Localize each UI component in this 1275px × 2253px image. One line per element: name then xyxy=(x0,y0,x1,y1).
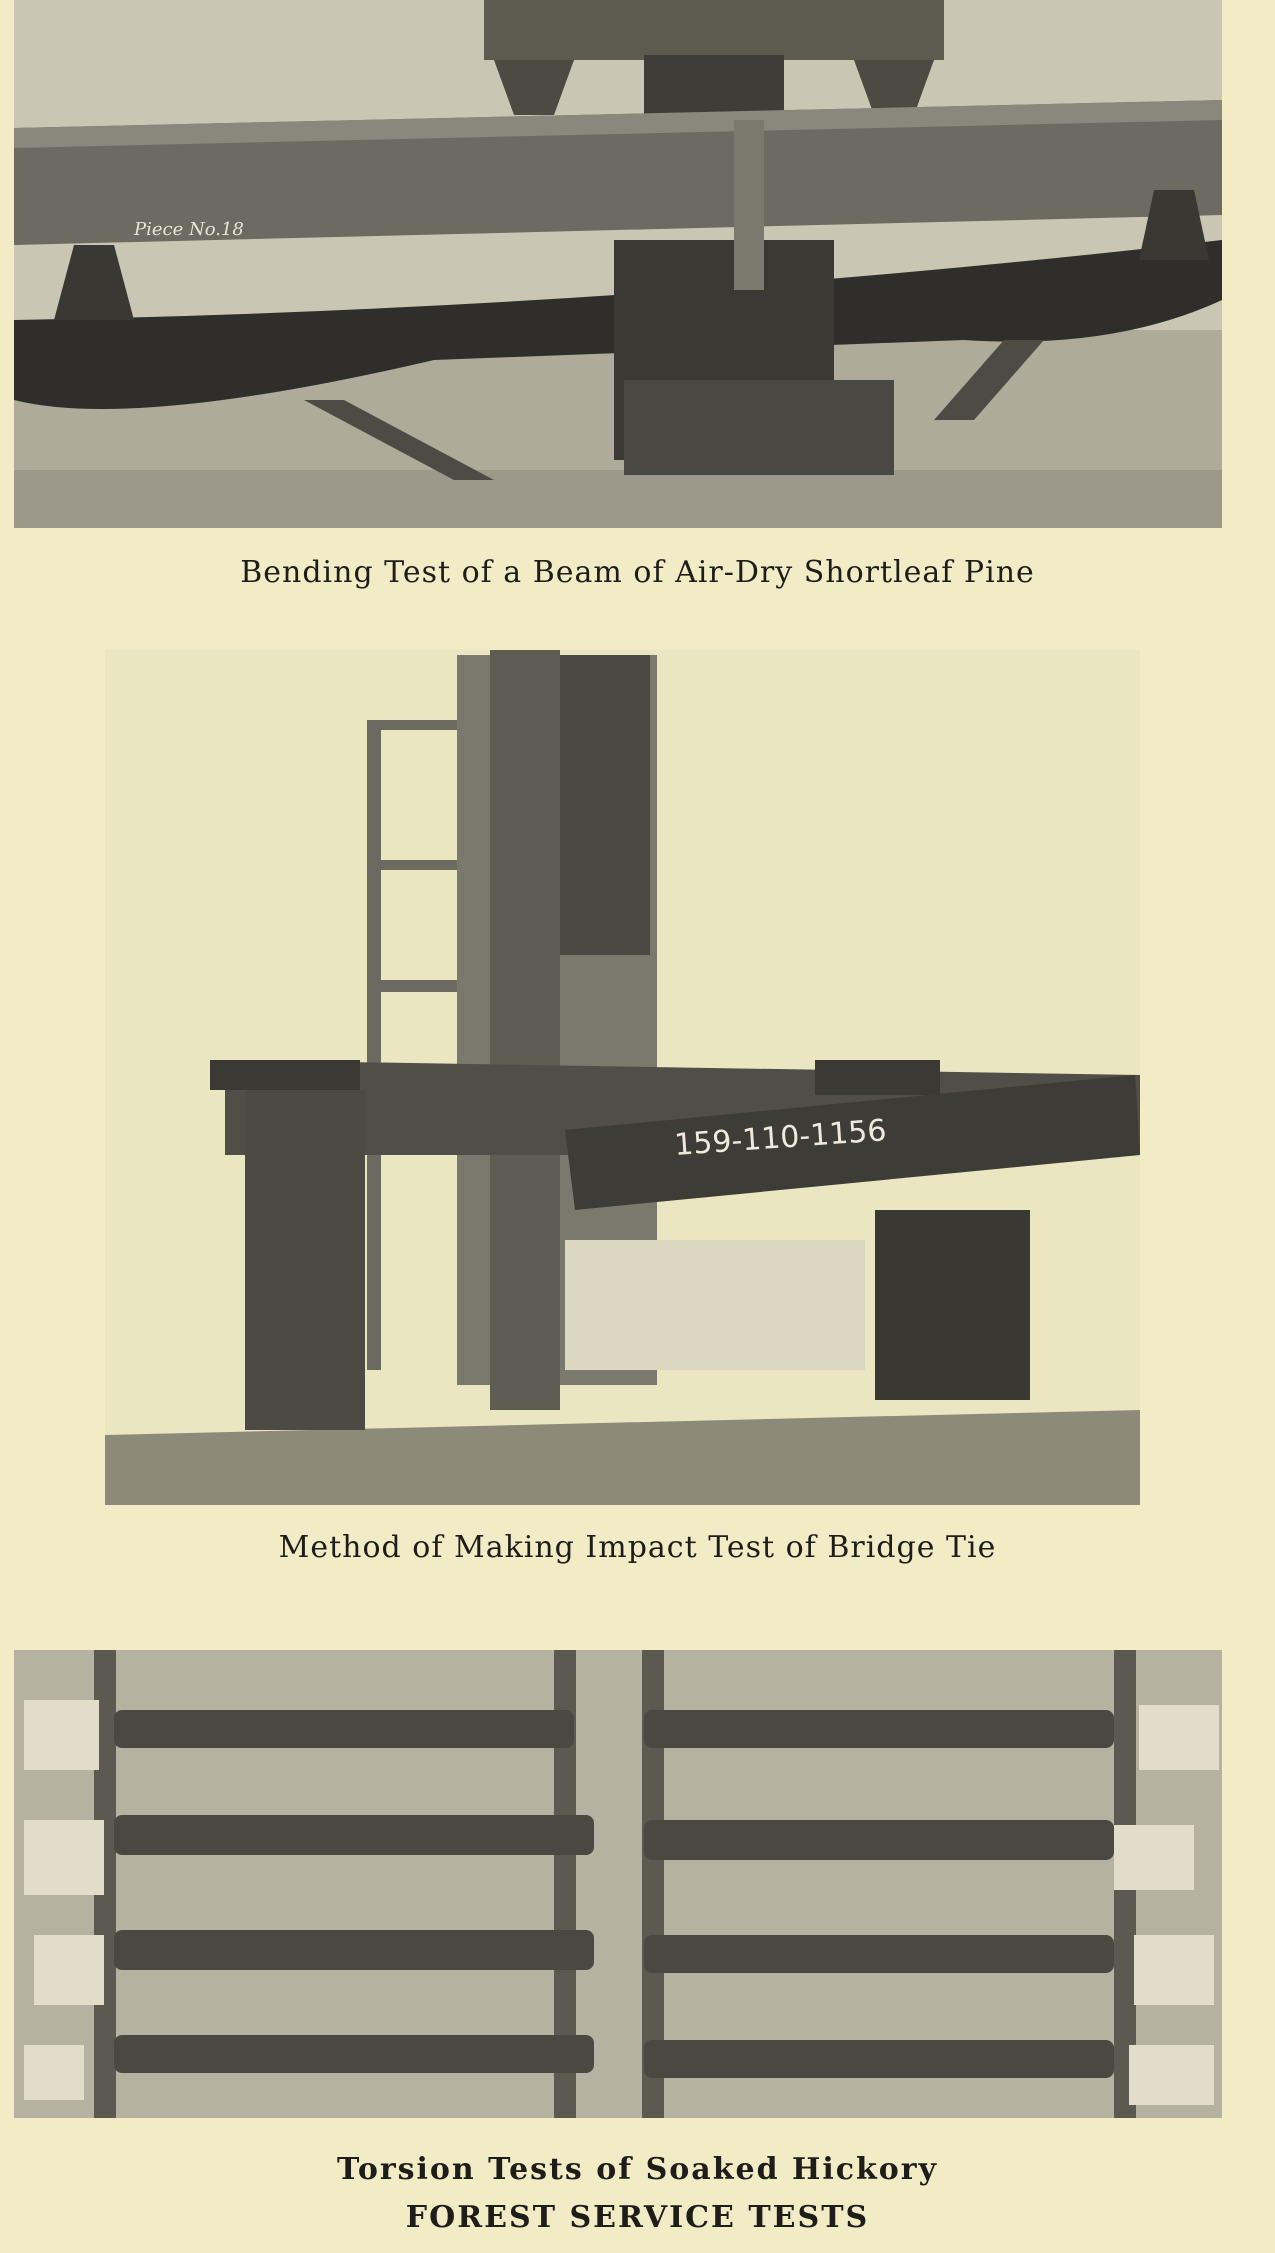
bending-test-photo xyxy=(14,0,1222,528)
torsion-test-photo xyxy=(14,1650,1222,2118)
beam-marking: Piece No.18 xyxy=(134,219,244,240)
caption-torsion-test: Torsion Tests of Soaked Hickory xyxy=(336,2152,939,2187)
caption-impact-test: Method of Making Impact Test of Bridge Tie xyxy=(278,1530,997,1565)
footer-title: FOREST SERVICE TESTS xyxy=(405,2200,870,2235)
impact-test-photo xyxy=(105,650,1140,1505)
caption-bending-test: Bending Test of a Beam of Air-Dry Shortleaf Pine xyxy=(240,555,1035,590)
tie-marking: 159-110-1156 xyxy=(673,1113,888,1163)
